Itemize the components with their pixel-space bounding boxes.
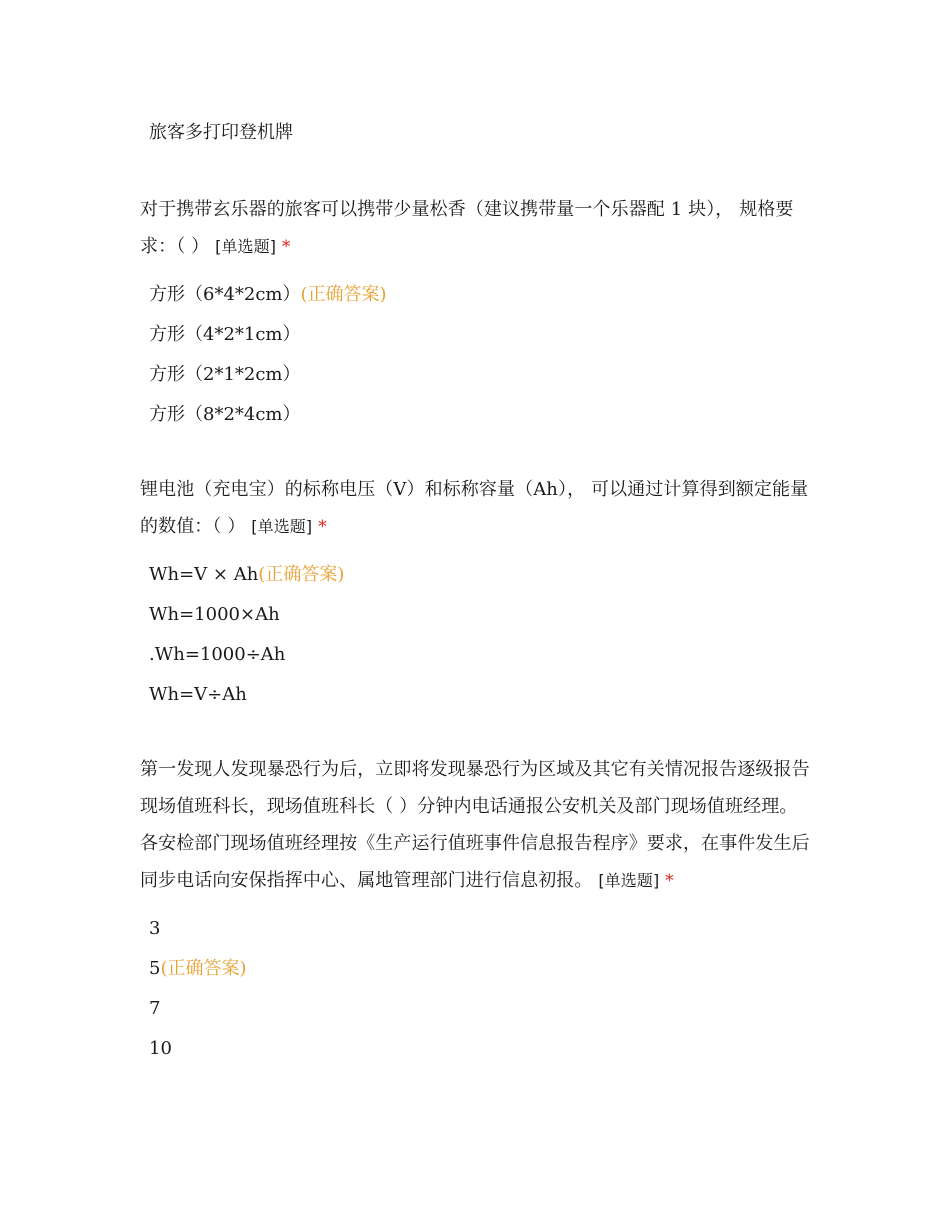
question-text: 对于携带玄乐器的旅客可以携带少量松香（建议携带量一个乐器配 1 块）， 规格要求：（ ） bbox=[140, 199, 794, 257]
question-block bbox=[140, 191, 812, 435]
question-stem bbox=[140, 471, 812, 546]
option-item bbox=[140, 635, 812, 675]
option-item bbox=[149, 119, 293, 147]
question-text: 第一发现人发现暴恐行为后，立即将发现暴恐行为区域及其它有关情况报告逐级报告现场值班科长，现场值班科长（ ）分钟内电话通报公安机关及部门现场值班经理。各安检部门现场值班经理按《生产运行值班事件信息报告程序》要求，在事件发生后同步电话向安保指挥中心、属地管理部门进行信息初报。 bbox=[140, 759, 810, 891]
option-item bbox=[140, 909, 812, 949]
option-item bbox=[140, 1029, 812, 1069]
question-text: 锂电池（充电宝）的标称电压（V）和标称容量（Ah）， 可以通过计算得到额定能量的数值：（ ） bbox=[140, 479, 809, 537]
option-item bbox=[140, 675, 812, 715]
correct-answer-label: (正确答案) bbox=[300, 284, 387, 305]
option-item bbox=[140, 555, 812, 595]
option-text: 5 bbox=[149, 958, 161, 979]
option-text: 7 bbox=[149, 998, 161, 1019]
option-text: 10 bbox=[149, 1038, 172, 1059]
correct-answer-label: (正确答案) bbox=[258, 564, 345, 585]
option-text: 方形（2*1*2cm） bbox=[149, 364, 301, 385]
option-item bbox=[140, 395, 812, 435]
option-text: 方形（4*2*1cm） bbox=[149, 324, 301, 345]
question-block bbox=[140, 751, 812, 1069]
option-text: Wh=1000×Ah bbox=[149, 604, 280, 625]
required-mark: * bbox=[281, 237, 291, 257]
option-item bbox=[140, 949, 812, 989]
option-item bbox=[140, 989, 812, 1029]
option-text: 方形（6*4*2cm） bbox=[149, 284, 301, 305]
question-stem bbox=[140, 751, 812, 900]
question-block bbox=[140, 471, 812, 715]
question-type-label: [单选题] bbox=[215, 237, 277, 256]
option-item bbox=[140, 275, 812, 315]
option-item bbox=[140, 355, 812, 395]
option-text: Wh=V × Ah bbox=[149, 564, 259, 585]
option-item bbox=[140, 595, 812, 635]
option-list bbox=[140, 909, 812, 1069]
question-type-label: [单选题] bbox=[598, 871, 660, 890]
required-mark: * bbox=[665, 871, 674, 891]
option-list bbox=[140, 555, 812, 715]
option-list bbox=[140, 275, 812, 435]
option-text: Wh=V÷Ah bbox=[149, 684, 247, 705]
option-text: 方形（8*2*4cm） bbox=[149, 404, 301, 425]
question-stem bbox=[140, 191, 812, 266]
option-text: .Wh=1000÷Ah bbox=[149, 644, 286, 665]
option-text: 旅客多打印登机牌 bbox=[149, 122, 293, 143]
question-type-label: [单选题] bbox=[251, 517, 313, 536]
option-item bbox=[140, 315, 812, 355]
correct-answer-label: (正确答案) bbox=[160, 958, 247, 979]
required-mark: * bbox=[318, 517, 327, 537]
option-text: 3 bbox=[149, 918, 161, 939]
